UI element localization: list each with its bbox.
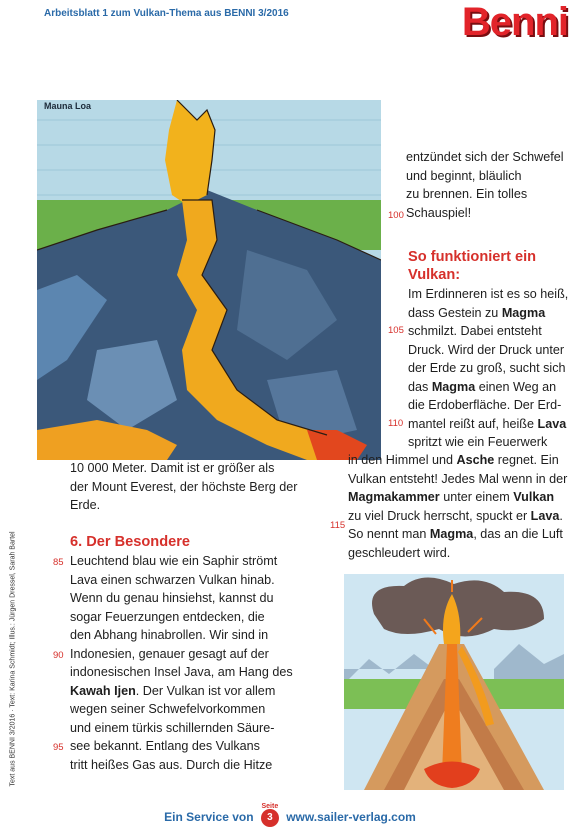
text-line: Lava einen schwarzen Vulkan hinab. <box>70 572 275 587</box>
volcano-cross-section-illustration <box>344 574 564 790</box>
text-line: wegen seiner Schwefelvorkommen <box>70 702 266 716</box>
text-line: sogar Feuerzungen entdecken, die <box>70 609 265 624</box>
text-line: der Mount Everest, der höchste Berg der <box>70 479 298 494</box>
footer <box>0 803 580 827</box>
funktion-text-lower <box>348 451 567 562</box>
heading-line: So funktioniert ein <box>408 249 537 265</box>
page-label: Seite <box>261 803 279 810</box>
text-line: geschleudert wird. <box>348 545 451 560</box>
text-line: So nennt man Magma, das an die Luft <box>348 527 563 541</box>
section-heading: 6. Der Besondere <box>70 534 191 550</box>
text-line: Leuchtend blau wie ein Saphir strömt <box>70 554 278 568</box>
text-line: Schauspiel! <box>406 205 472 220</box>
text-line: entzündet sich der Schwefel <box>406 150 564 164</box>
heading-line: Vulkan: <box>408 267 461 283</box>
right-top-text <box>406 148 564 222</box>
text-line: indonesischen Insel Java, am Hang des <box>70 665 293 679</box>
text-line: Magmakammer unter einem Vulkan <box>348 490 555 504</box>
text-line: den Abhang hinabrollen. Wir sind in <box>70 628 269 642</box>
text-line: Vulkan entsteht! Jedes Mal wenn in der <box>348 471 568 486</box>
text-line: die Erdoberfläche. Der Erd- <box>408 398 562 412</box>
funktion-text-upper <box>408 285 568 452</box>
text-line: Im Erdinneren ist es so heiß, <box>408 287 569 301</box>
text-line: in den Himmel und Asche regnet. Ein <box>348 453 559 467</box>
besondere-text <box>70 552 293 774</box>
worksheet-note: Arbeitsblatt 1 zum Vulkan-Thema aus BENNI 3/2016 <box>44 8 289 19</box>
line-number: 115 <box>330 520 346 531</box>
text-line: und beginnt, bläulich <box>406 168 522 183</box>
benni-logo: Benni <box>461 0 568 44</box>
image-credit: Text aus BENNI 3/2016 · Text: Karina Schmidt; Illus.: Jürgen Dressel, Sarah Bartel <box>9 531 17 787</box>
page-number: 3 <box>267 812 273 823</box>
text-line: dass Gestein zu Magma <box>408 305 546 320</box>
text-line: schmilzt. Dabei entsteht <box>408 324 542 338</box>
line-number: 85 <box>53 557 64 568</box>
text-line: Kawah Ijen. Der Vulkan ist vor allem <box>70 683 276 698</box>
line-number: 90 <box>53 650 64 661</box>
text-line: Indonesien, genauer gesagt auf der <box>70 646 269 661</box>
page-number-badge <box>261 803 279 827</box>
line-number: 95 <box>53 742 64 753</box>
publisher-url[interactable]: www.sailer-verlag.com <box>286 810 416 825</box>
text-line: Wenn du genau hinsiehst, kannst du <box>70 591 274 605</box>
text-line: der Erde zu groß, sucht sich <box>408 361 566 375</box>
section-heading <box>408 248 536 284</box>
text-line: zu brennen. Ein tolles <box>406 187 528 201</box>
text-line: tritt heißes Gas aus. Durch die Hitze <box>70 757 273 772</box>
mauna-loa-illustration <box>37 100 381 460</box>
text-line: spritzt wie ein Feuerwerk <box>408 435 548 449</box>
text-line: zu viel Druck herrscht, spuckt er Lava. <box>348 508 563 523</box>
text-line: Druck. Wird der Druck unter <box>408 342 565 357</box>
line-number: 105 <box>388 325 404 336</box>
figure-label: Mauna Loa <box>44 101 92 111</box>
line-number: 110 <box>388 418 404 429</box>
text-line: mantel reißt auf, heiße Lava <box>408 416 567 431</box>
text-line: das Magma einen Weg an <box>408 379 557 394</box>
text-line: see bekannt. Entlang des Vulkans <box>70 739 260 753</box>
left-top-text <box>70 459 298 515</box>
text-line: Erde. <box>70 498 101 512</box>
text-line: 10 000 Meter. Damit ist er größer als <box>70 461 275 475</box>
line-number: 100 <box>388 210 404 221</box>
footer-prefix: Ein Service von <box>164 810 254 825</box>
text-line: und einem türkis schillernden Säure- <box>70 720 275 735</box>
